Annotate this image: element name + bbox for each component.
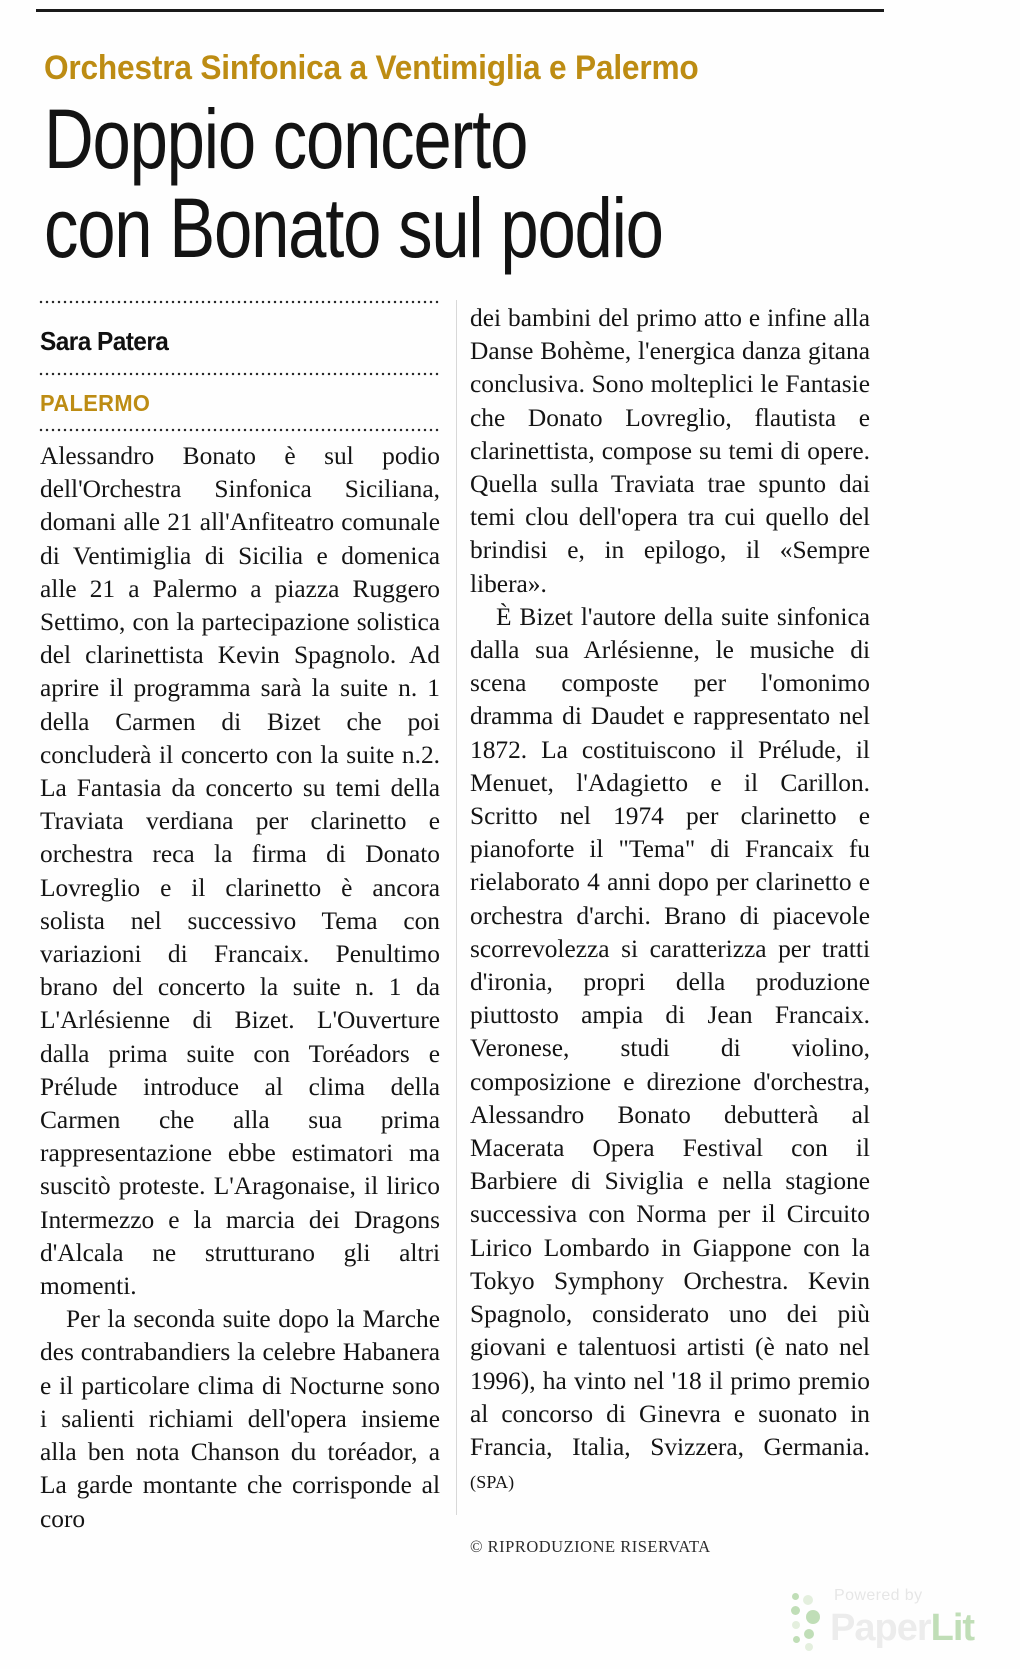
body-column-left (40, 440, 440, 1536)
dateline: PALERMO (40, 390, 151, 416)
paperlit-dots-icon (790, 1593, 824, 1653)
dotted-rule-below-byline (38, 372, 440, 376)
paragraph: Per la seconda suite dopo la Marche des contrabandiers la celebre Habanera e il particolare clima di Nocturne sono i salienti richiami dell'opera insieme alla ben nota Chanson du toréador, a La garde montante che corrisponde al coro (40, 1305, 440, 1533)
headline-line-1: Doppio concerto (44, 92, 528, 186)
watermark-powered-by-label: Powered by (834, 1587, 923, 1604)
top-divider-rule (36, 9, 884, 12)
body-column-right (470, 302, 870, 1499)
paragraph: dei bambini del primo atto e infine alla Danse Bohème, l'energica danza gitana conclusiva. Sono molteplici le Fantasie che Donato Lovreglio, flautista e clarinettista, compose su temi di opere. Quella sulla Traviata trae spunto dai temi clou dell'opera tra cui quello del brindisi e, in epilogo, il «Sempre libera». (470, 304, 870, 598)
agency-tag: (SPA) (470, 1472, 515, 1493)
copyright-notice: © RIPRODUZIONE RISERVATA (470, 1537, 711, 1556)
dotted-rule-below-dateline (38, 428, 440, 432)
column-divider (456, 300, 457, 1515)
article-kicker: Orchestra Sinfonica a Ventimiglia e Palermo (44, 49, 699, 87)
dotted-rule-above-byline (38, 300, 440, 304)
paperlit-watermark (790, 1585, 990, 1659)
paragraph (470, 601, 870, 1499)
headline-line-2: con Bonato sul podio (44, 181, 663, 275)
page-title (44, 92, 766, 275)
paragraph: Alessandro Bonato è sul podio dell'Orchestra Sinfonica Siciliana, domani alle 21 all'Anfiteatro comunale di Ventimiglia di Sicilia e domenica alle 21 a Palermo a piazza Ruggero Settimo, con la partecipazione solistica del clarinettista Kevin Spagnolo. Ad aprire il programma sarà la suite n. 1 della Carmen di Bizet che poi concluderà il concerto con la suite n.2. La Fantasia da concerto su temi della Traviata verdiana per clarinetto e orchestra reca la firma di Donato Lovreglio e il clarinetto è ancora solista nel successivo Tema con variazioni di Francaix. Penultimo brano del concerto la suite n. 1 da L'Arlésienne di Bizet. L'Ouverture dalla prima suite con Toréadors e Prélude introduce al clima della Carmen che alla sua prima rappresentazione ebbe estimatori ma suscitò proteste. L'Aragonaise, il lirico Intermezzo e la marcia dei Dragons d'Alcala ne strutturano gli altri momenti. (40, 442, 440, 1301)
paragraph-text: È Bizet l'autore della suite sinfonica dalla sua Arlésienne, le musiche di scena composte per l'omonimo dramma di Daudet e rappresentato nel 1872. La costituiscono il Prélude, il Menuet, l'Adagietto e il Carillon. Scritto nel 1974 per clarinetto e pianoforte il "Tema" di Francaix fu rielaborato 4 anni dopo per clarinetto e orchestra d'archi. Brano di piacevole scorrevolezza si caratterizza per tratti d'ironia, propri della produzione piuttosto ampia di Jean Francaix. Veronese, studi di violino, composizione e direzione d'orchestra, Alessandro Bonato debutterà al Macerata Opera Festival con il Barbiere di Siviglia e nella stagione successiva con Norma per il Circuito Lirico Lombardo in Giappone con la Tokyo Symphony Orchestra. Kevin Spagnolo, considerato uno dei più giovani e talentuosi artisti (è nato nel 1996), ha vinto nel '18 il primo premio al concorso di Ginevra e suonato in Francia, Italia, Svizzera, Germania. (470, 602, 870, 1461)
watermark-brand-second: Lit (930, 1607, 975, 1649)
author-byline: Sara Patera (40, 326, 169, 356)
watermark-brand (830, 1607, 974, 1650)
watermark-brand-first: Paper (830, 1607, 931, 1649)
